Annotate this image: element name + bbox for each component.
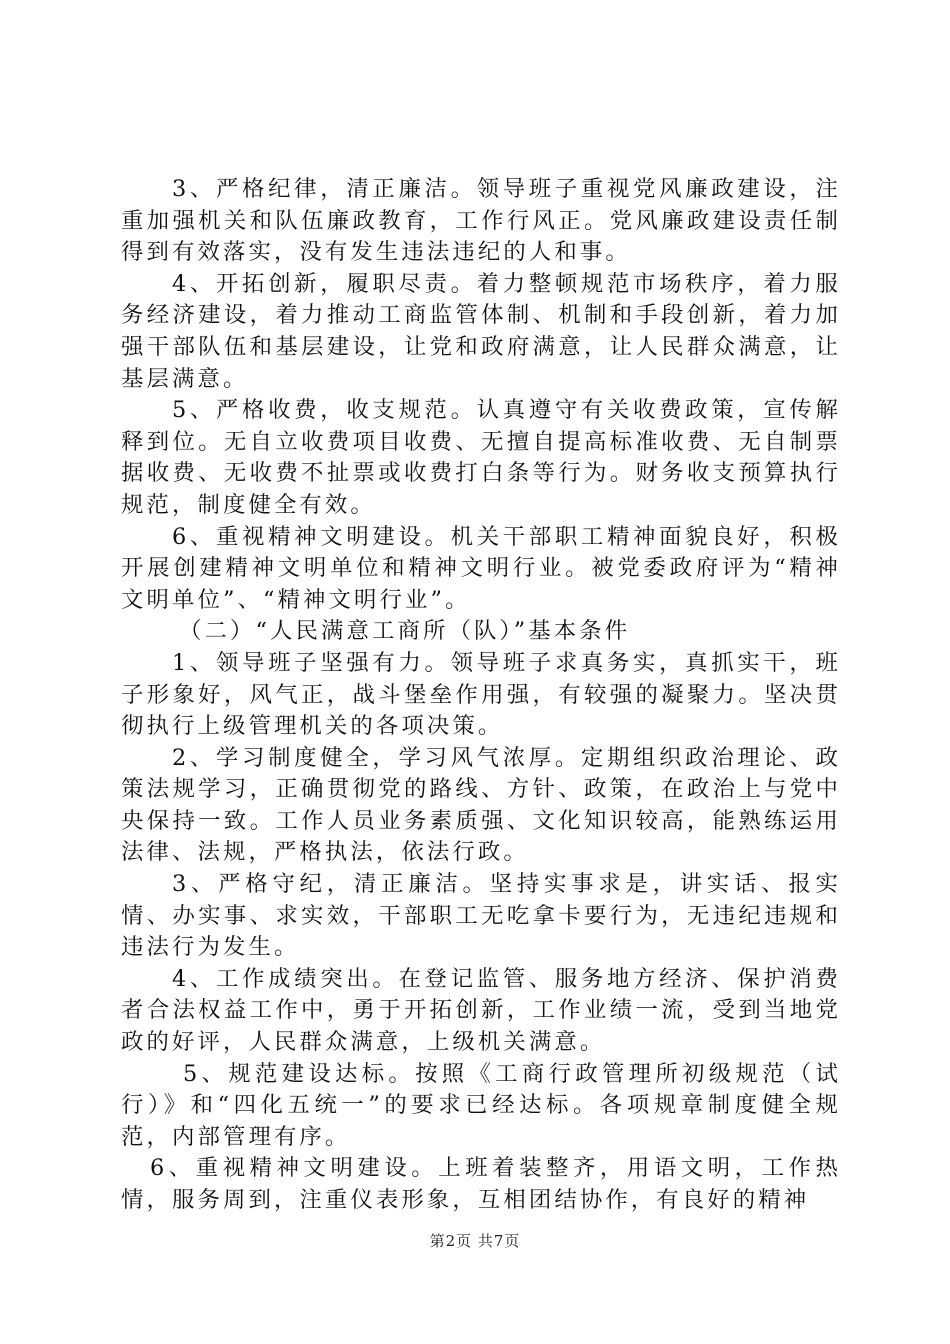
paragraph-innovation: 4、开拓创新，履职尽责。着力整顿规范市场秩序，着力服务经济建设，着力推动工商监管体制、机制和手段创新，着力加强干部队伍和基层建设，让党和政府满意，让人民群众满意，让基层满意。 — [121, 270, 841, 392]
document-body — [121, 174, 841, 1217]
paragraph-performance: 4、工作成绩突出。在登记监管、服务地方经济、保护消费者合法权益工作中，勇于开拓创新，工作业绩一流，受到当地党政的好评，人民群众满意，上级机关满意。 — [121, 965, 841, 1056]
paragraph-study: 2、学习制度健全，学习风气浓厚。定期组织政治理论、政策法规学习，正确贯彻党的路线、方针、政策，在政治上与党中央保持一致。工作人员业务素质强、文化知识较高，能熟练运用法律、法规，严格执法，依法行政。 — [121, 744, 841, 866]
paragraph-spirit: 6、重视精神文明建设。上班着装整齐，用语文明，工作热情，服务周到，注重仪表形象，互相团结协作，有良好的精神 — [121, 1155, 841, 1213]
paragraph-leadership: 1、领导班子坚强有力。领导班子求真务实，真抓实干，班子形象好，风气正，战斗堡垒作用强，有较强的凝聚力。坚决贯彻执行上级管理机关的各项决策。 — [121, 649, 841, 740]
paragraph-integrity: 3、严格守纪，清正廉洁。坚持实事求是，讲实话、报实情、办实事、求实效，干部职工无吃拿卡要行为，无违纪违规和违法行为发生。 — [121, 871, 841, 961]
paragraph-standards: 5、规范建设达标。按照《工商行政管理所初级规范（试行）》和“四化五统一”的要求已经达标。各项规章制度健全规范，内部管理有序。 — [121, 1060, 841, 1150]
paragraph-discipline: 3、严格纪律，清正廉洁。领导班子重视党风廉政建设，注重加强机关和队伍廉政教育，工作行风正。党风廉政建设责任制得到有效落实，没有发生违法违纪的人和事。 — [121, 176, 841, 266]
paragraph-civilization: 6、重视精神文明建设。机关干部职工精神面貌良好，积极开展创建精神文明单位和精神文明行业。被党委政府评为“精神文明单位”、“精神文明行业”。 — [121, 523, 841, 613]
page-number-footer: 第2页 共7页 — [429, 1232, 521, 1250]
section-heading: （二）“人民满意工商所（队）”基本条件 — [179, 618, 631, 645]
paragraph-fees: 5、严格收费，收支规范。认真遵守有关收费政策，宣传解释到位。无自立收费项目收费、无擅自提高标准收费、无自制票据收费、无收费不扯票或收费打白条等行为。财务收支预算执行规范，制度健全有效。 — [121, 397, 841, 518]
